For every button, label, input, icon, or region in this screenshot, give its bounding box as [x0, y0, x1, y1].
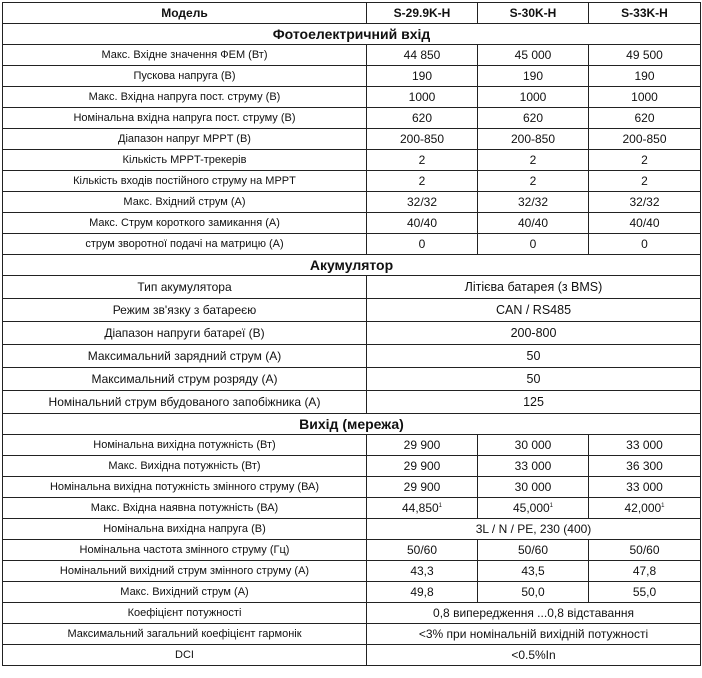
- table-row: [3, 368, 701, 391]
- row-label: Номінальна вихідна потужність змінного струму (ВА): [3, 477, 367, 498]
- row-value: [589, 171, 701, 192]
- table-row: [3, 456, 701, 477]
- cell-value-text: 43,3: [410, 564, 434, 578]
- row-value: [478, 540, 589, 561]
- row-label: Кількість входів постійного струму на MPPT: [3, 171, 367, 192]
- section-row: [3, 255, 701, 276]
- section-title: Акумулятор: [3, 255, 701, 276]
- cell-value-text: 190: [634, 69, 655, 83]
- cell-value-text: 0: [529, 237, 537, 251]
- row-value: [478, 108, 589, 129]
- cell-value-text: 42,000: [624, 501, 662, 515]
- table-row: [3, 603, 701, 624]
- cell-value-text: 190: [411, 69, 433, 83]
- row-value: [478, 192, 589, 213]
- cell-value-text: 1000: [519, 90, 547, 104]
- table-row: [3, 561, 701, 582]
- cell-value-text: 32/32: [629, 195, 660, 209]
- cell-value-text: 190: [522, 69, 544, 83]
- row-label: Максимальний струм розряду (А): [3, 368, 367, 391]
- row-value: [478, 45, 589, 66]
- cell-value-text: 32/32: [517, 195, 549, 209]
- cell-value-text: 50,0: [521, 585, 545, 599]
- cell-value-text: 44 850: [403, 48, 441, 62]
- row-label: струм зворотної подачі на матрицю (А): [3, 234, 367, 255]
- row-value: [589, 66, 701, 87]
- row-value: [367, 456, 478, 477]
- row-value-merged: <0.5%In: [367, 645, 701, 666]
- table-row: [3, 299, 701, 322]
- cell-value-text: 33 000: [514, 459, 552, 473]
- cell-value-text: 36 300: [626, 459, 663, 473]
- row-label: Макс. Вхідне значення ФЕМ (Вт): [3, 45, 367, 66]
- row-value: [478, 66, 589, 87]
- table-row: [3, 645, 701, 666]
- table-row: [3, 519, 701, 540]
- cell-value-text: 2: [529, 153, 537, 167]
- row-value-merged: 50: [367, 368, 701, 391]
- row-value: [367, 129, 478, 150]
- row-value: [367, 45, 478, 66]
- section-title: Фотоелектричний вхід: [3, 24, 701, 45]
- row-value: [589, 213, 701, 234]
- row-value: [367, 234, 478, 255]
- row-value: [478, 234, 589, 255]
- row-value: [478, 150, 589, 171]
- row-value-merged: Літієва батарея (з BMS): [367, 276, 701, 299]
- row-value: [367, 477, 478, 498]
- table-row: [3, 477, 701, 498]
- cell-value-text: 620: [522, 111, 544, 125]
- table-row: [3, 66, 701, 87]
- row-label: Номінальна вихідна напруга (В): [3, 519, 367, 540]
- row-value: [367, 171, 478, 192]
- cell-value-text: 1000: [408, 90, 436, 104]
- cell-value-text: 30 000: [514, 438, 552, 452]
- row-value: [589, 498, 701, 519]
- table-row: [3, 108, 701, 129]
- row-value: [367, 192, 478, 213]
- row-label: Макс. Вихідна потужність (Вт): [3, 456, 367, 477]
- cell-value-text: 29 900: [403, 480, 441, 494]
- row-value: [367, 108, 478, 129]
- cell-value-text: 2: [641, 174, 648, 188]
- row-label: Кількість MPPT-трекерів: [3, 150, 367, 171]
- footnote-marker: 1: [549, 503, 554, 509]
- table-row: [3, 171, 701, 192]
- row-value: [367, 435, 478, 456]
- cell-value-text: 33 000: [626, 480, 663, 494]
- table-row: [3, 129, 701, 150]
- row-value: [478, 87, 589, 108]
- row-value-merged: 125: [367, 391, 701, 414]
- cell-value-text: 620: [634, 111, 655, 125]
- row-value-merged: <3% при номінальній вихідній потужності: [367, 624, 701, 645]
- row-value: [478, 582, 589, 603]
- row-value: [589, 234, 701, 255]
- cell-value-text: 2: [418, 153, 426, 167]
- table-row: [3, 150, 701, 171]
- table-row: [3, 45, 701, 66]
- table-row: [3, 345, 701, 368]
- row-label: Тип акумулятора: [3, 276, 367, 299]
- table-row: [3, 234, 701, 255]
- table-row: [3, 276, 701, 299]
- row-label: Номінальна вихідна потужність (Вт): [3, 435, 367, 456]
- row-value: [589, 108, 701, 129]
- row-label: Макс. Вхідний струм (А): [3, 192, 367, 213]
- table-row: [3, 540, 701, 561]
- row-value: [589, 477, 701, 498]
- cell-value-text: 40/40: [406, 216, 438, 230]
- cell-value-text: 200-850: [399, 132, 445, 146]
- row-value: [367, 561, 478, 582]
- cell-value-text: 40/40: [629, 216, 660, 230]
- cell-value-text: 0: [641, 237, 648, 251]
- row-value: [589, 129, 701, 150]
- cell-value-text: 50/60: [406, 543, 438, 557]
- row-value: [367, 66, 478, 87]
- cell-value-text: 49,8: [410, 585, 434, 599]
- row-value-merged: 0,8 випередження ...0,8 відставання: [367, 603, 701, 624]
- cell-value-text: 33 000: [626, 438, 663, 452]
- row-label: Номінальна частота змінного струму (Гц): [3, 540, 367, 561]
- cell-value-text: 40/40: [517, 216, 549, 230]
- row-value: [478, 171, 589, 192]
- header-model: Модель: [3, 3, 367, 24]
- row-value: [589, 87, 701, 108]
- row-value: [478, 498, 589, 519]
- cell-value-text: 50/60: [629, 543, 660, 557]
- row-value: [478, 456, 589, 477]
- row-label: Макс. Вихідний струм (А): [3, 582, 367, 603]
- row-value-merged: 200-800: [367, 322, 701, 345]
- row-label: Макс. Струм короткого замикання (А): [3, 213, 367, 234]
- row-value: [478, 129, 589, 150]
- cell-value-text: 30 000: [514, 480, 552, 494]
- table-row: [3, 213, 701, 234]
- cell-value-text: 29 900: [403, 438, 441, 452]
- cell-value-text: 2: [641, 153, 648, 167]
- row-label: Номінальний вихідний струм змінного струму (А): [3, 561, 367, 582]
- row-label: Діапазон напруги батареї (В): [3, 322, 367, 345]
- cell-value-text: 44,850: [401, 501, 439, 515]
- cell-value-text: 45 000: [514, 48, 552, 62]
- header-s-33k-h: S-33K-H: [589, 3, 701, 24]
- cell-value-text: 49 500: [626, 48, 663, 62]
- row-label: Максимальний зарядний струм (А): [3, 345, 367, 368]
- cell-value-text: 29 900: [403, 459, 441, 473]
- row-label: Макс. Вхідна напруга пост. струму (В): [3, 87, 367, 108]
- row-label: Коефіцієнт потужності: [3, 603, 367, 624]
- spec-table-body: [3, 24, 701, 666]
- row-value: [367, 540, 478, 561]
- row-value: [589, 435, 701, 456]
- row-value: [478, 435, 589, 456]
- cell-value-text: 50/60: [517, 543, 549, 557]
- cell-value-text: 620: [411, 111, 433, 125]
- cell-value-text: 32/32: [406, 195, 438, 209]
- row-label: Діапазон напруг MPPT (В): [3, 129, 367, 150]
- table-row: [3, 582, 701, 603]
- row-value: [589, 540, 701, 561]
- cell-value-text: 43,5: [521, 564, 545, 578]
- table-row: [3, 435, 701, 456]
- row-label: DCI: [3, 645, 367, 666]
- row-value: [367, 87, 478, 108]
- spec-table: [2, 2, 701, 666]
- row-label: Номінальна вхідна напруга пост. струму (В): [3, 108, 367, 129]
- row-label: Режим зв'язку з батареєю: [3, 299, 367, 322]
- row-label: Макс. Вхідна наявна потужність (ВА): [3, 498, 367, 519]
- row-value-merged: 50: [367, 345, 701, 368]
- row-value: [478, 213, 589, 234]
- row-value: [367, 213, 478, 234]
- row-value: [589, 561, 701, 582]
- row-label: Максимальний загальний коефіцієнт гармонік: [3, 624, 367, 645]
- row-value: [589, 45, 701, 66]
- row-value-merged: 3L / N / PE, 230 (400): [367, 519, 701, 540]
- header-row: [3, 3, 701, 24]
- row-value: [367, 498, 478, 519]
- table-row: [3, 322, 701, 345]
- cell-value-text: 1000: [631, 90, 658, 104]
- cell-value-text: 200-850: [622, 132, 667, 146]
- section-row: [3, 414, 701, 435]
- table-row: [3, 391, 701, 414]
- row-value: [478, 477, 589, 498]
- header-s-30k-h: S-30K-H: [478, 3, 589, 24]
- cell-value-text: 2: [418, 174, 426, 188]
- row-label: Номінальний струм вбудованого запобіжника (А): [3, 391, 367, 414]
- section-row: [3, 24, 701, 45]
- row-value: [589, 582, 701, 603]
- section-title: Вихід (мережа): [3, 414, 701, 435]
- cell-value-text: 55,0: [632, 585, 657, 599]
- row-value: [589, 456, 701, 477]
- row-value-merged: CAN / RS485: [367, 299, 701, 322]
- table-row: [3, 624, 701, 645]
- row-label: Пускова напруга (В): [3, 66, 367, 87]
- header-s-29-9k-h: S-29.9K-H: [367, 3, 478, 24]
- row-value: [589, 150, 701, 171]
- footnote-marker: 1: [438, 503, 443, 509]
- cell-value-text: 2: [529, 174, 537, 188]
- cell-value-text: 200-850: [510, 132, 556, 146]
- table-row: [3, 87, 701, 108]
- row-value: [367, 150, 478, 171]
- cell-value-text: 47,8: [632, 564, 657, 578]
- table-row: [3, 192, 701, 213]
- row-value: [367, 582, 478, 603]
- row-value: [589, 192, 701, 213]
- cell-value-text: 45,000: [512, 501, 550, 515]
- table-row: [3, 498, 701, 519]
- cell-value-text: 0: [418, 237, 426, 251]
- footnote-marker: 1: [661, 503, 665, 509]
- row-value: [478, 561, 589, 582]
